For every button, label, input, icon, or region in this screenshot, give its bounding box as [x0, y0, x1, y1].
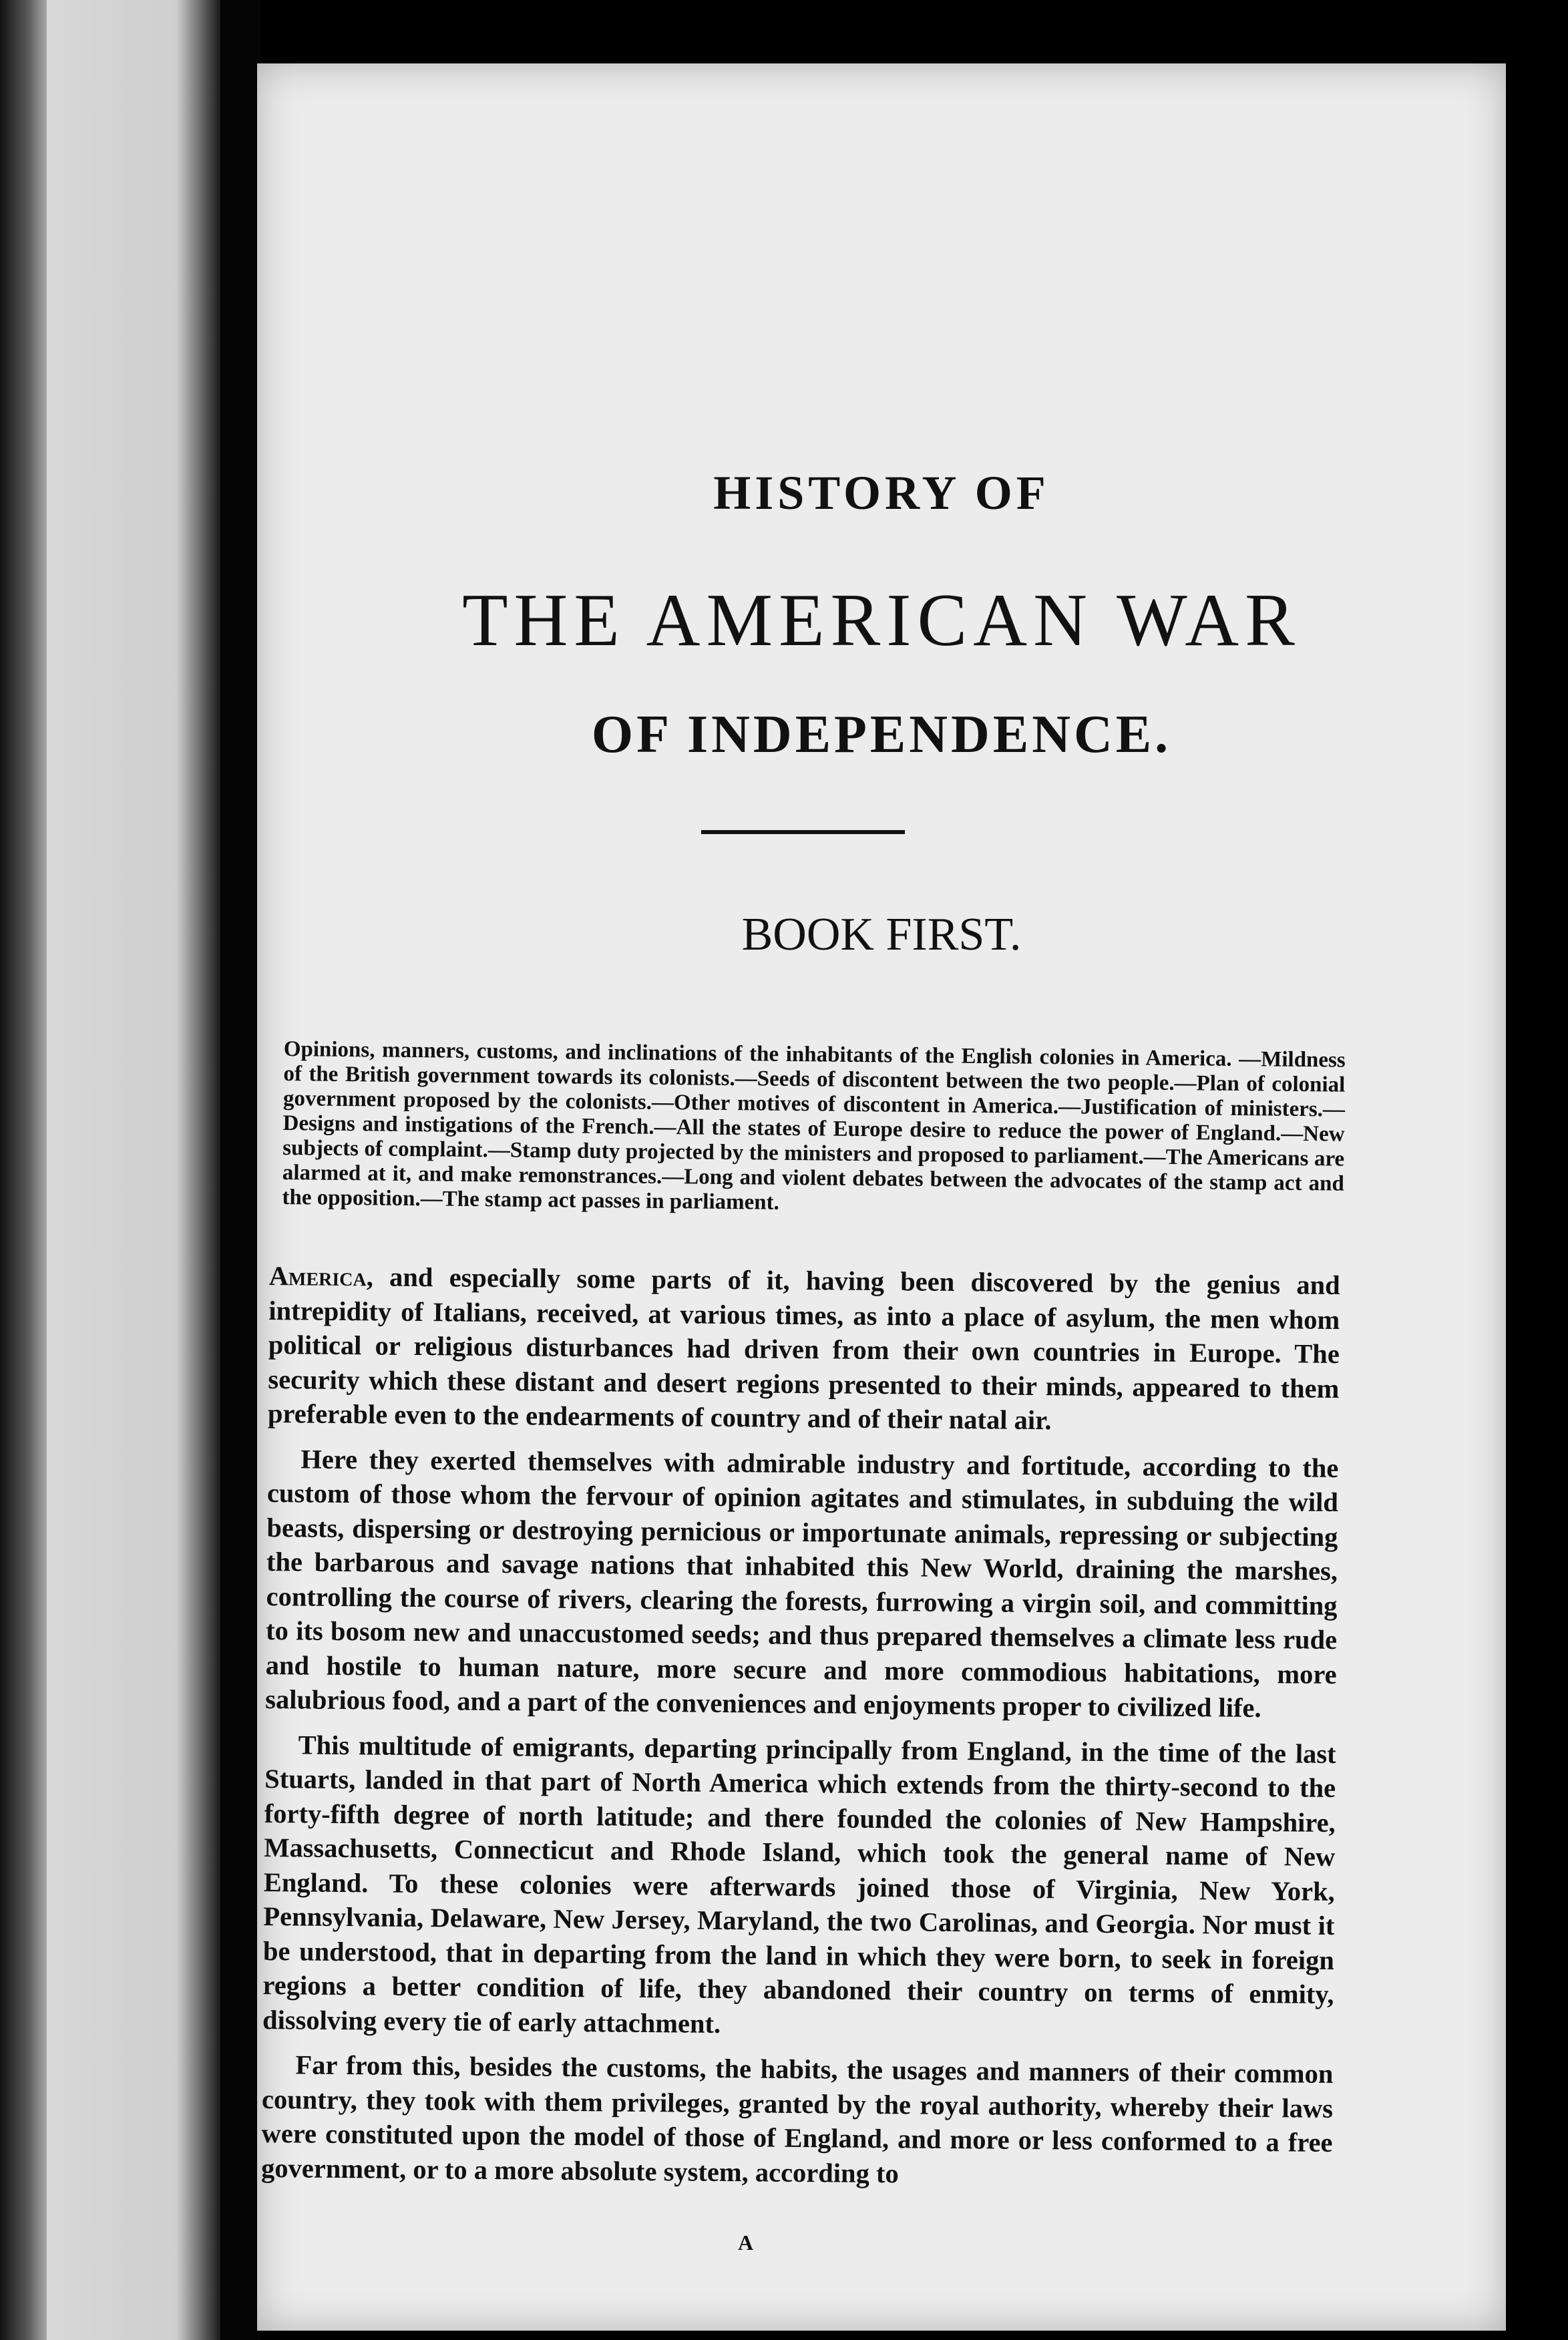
title-line-1: HISTORY OF	[713, 466, 1050, 520]
paragraph-3: This multitude of emigrants, departing principally from England, in the time of the last Stuarts, landed in that part of North America which extends from the thirty-second to the forty-fifth degree of north latitude; and there founded the colonies of New Hampshire, Massachusetts, Connecticut and Rhode Island, which took the general name of New England. To these colonies were afterwards joined those of Virginia, New York, Pennsylvania, Delaware, New Jersey, Maryland, the two Carolinas, and Georgia. Nor must it be understood, that in departing from the land in which they were born, to seek in foreign regions a better condition of life, they abandoned their country on terms of enmity, dissolving every tie of early attachment.	[262, 1729, 1336, 2039]
paragraph-1-rest: , and especially some parts of it, having been discovered by the genius and intrepidity of Italians, received, at various times, as into a place of asylum, the men whom political or religious disturbances had driven from their own countries in Europe. The security which these distant and desert regions presented to their minds, appeared to them preferable even to the endearments of country and of their natal air.	[267, 1261, 1340, 1436]
left-film-strip	[0, 0, 47, 2340]
paragraph-4: Far from this, besides the customs, the habits, the usages and manners of their common country, they took with them privileges, granted by the royal authority, whereby their laws were constituted upon the model of those of England, and more or less conformed to a free government, or to a more absolute system, according to	[260, 2050, 1334, 2188]
chapter-synopsis: Opinions, manners, customs, and inclinations of the inhabitants of the English colonies in America. —Mildness of the British government towards its colonists.—Seeds of discontent between the two people.—Plan of colonial government proposed by the colonists.—Other motives of discontent in America.—Justification of ministers.—Designs and instigations of the French.—All the states of Europe desire to reduce the power of England.—New subjects of complaint.—Stamp duty projected by the ministers and proposed to parliament.—The Americans are alarmed at it, and make remonstrances.—Long and violent debates between the advocates of the stamp act and the opposition.—The stamp act passes in parliament.	[282, 1037, 1346, 1215]
book-page	[257, 63, 1506, 2331]
book-heading: BOOK FIRST.	[741, 909, 1022, 960]
signature-mark: A	[738, 2230, 754, 2255]
paragraph-1-lead: America	[268, 1260, 367, 1292]
paragraph-2: Here they exerted themselves with admirable industry and fortitude, according to the custom of those whom the fervour of opinion agitates and stimulates, in subduing the wild beasts, dispersing or destroying pernicious or importunate animals, repressing or subjecting the barbarous and savage nations that inhabited this New World, draining the marshes, controlling the course of rivers, clearing the forests, furrowing a virgin soil, and committing to its bosom new and unaccustomed seeds; and thus prepared themselves a climate less rude and hostile to human nature, more secure and more commodious habitations, more salubrious food, and a part of the conveniences and enjoyments proper to civilized life.	[265, 1443, 1339, 1723]
page-gutter	[220, 0, 260, 2340]
title-divider-rule	[701, 830, 905, 834]
body-text	[261, 1259, 1340, 2205]
title-line-3: OF INDEPENDENCE.	[591, 705, 1172, 764]
title-line-2: THE AMERICAN WAR	[462, 579, 1301, 662]
paragraph-1	[268, 1259, 1340, 1440]
right-film-edge	[1506, 0, 1568, 2340]
